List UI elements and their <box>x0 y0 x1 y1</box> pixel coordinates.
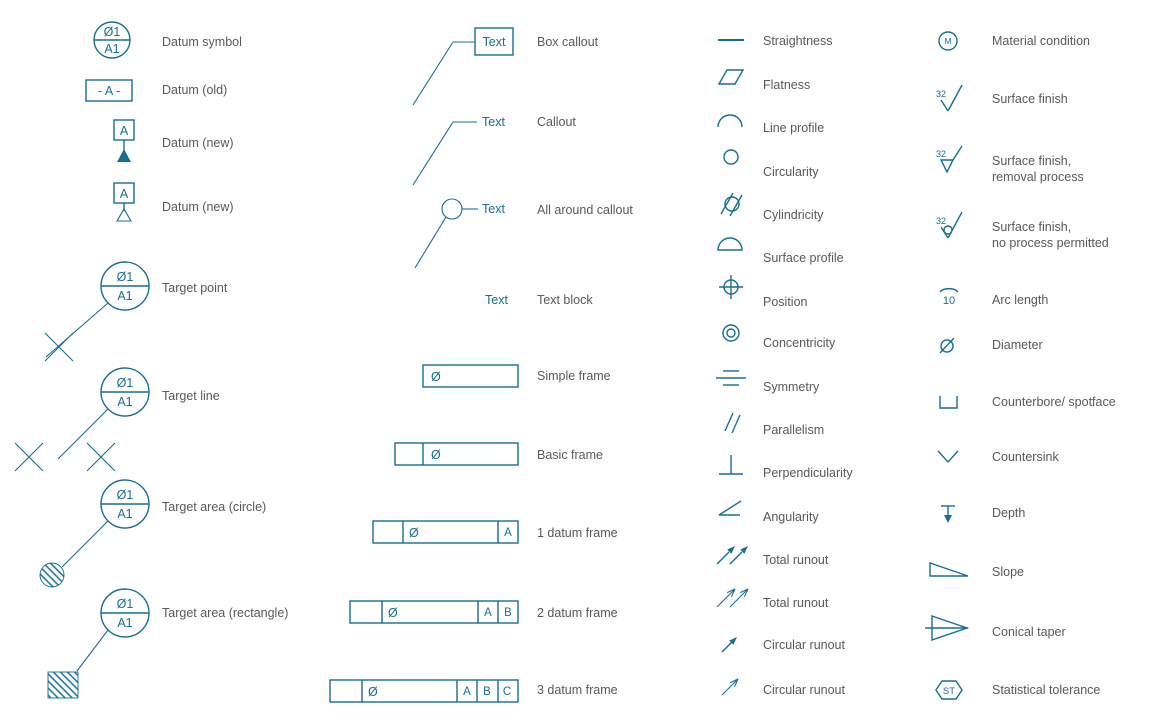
conical-taper-icon <box>925 616 968 640</box>
svg-text:A: A <box>463 686 471 698</box>
svg-text:A1: A1 <box>117 395 133 409</box>
label-basic-frame: Basic frame <box>537 448 603 462</box>
surface-profile-icon <box>718 238 742 250</box>
svg-text:32: 32 <box>935 216 946 226</box>
label-one-datum-frame: 1 datum frame <box>537 526 618 540</box>
svg-text:B: B <box>504 607 512 619</box>
label-surface-finish-removal: Surface finish, removal process <box>992 154 1084 184</box>
surface-finish-icon <box>936 85 962 111</box>
line-profile-icon <box>718 115 742 127</box>
counterbore-icon <box>940 396 957 408</box>
svg-text:A: A <box>119 124 129 138</box>
label-two-datum-frame: 2 datum frame <box>537 606 618 620</box>
datum-symbol-icon <box>94 22 130 58</box>
label-statistical-tolerance: Statistical tolerance <box>992 683 1101 697</box>
label-target-point: Target point <box>162 281 228 295</box>
three-datum-frame-icon <box>330 680 518 702</box>
total-runout-open-icon <box>717 589 748 607</box>
label-arc-length: Arc length <box>992 293 1049 307</box>
label-cylindricity: Cylindricity <box>763 208 824 222</box>
label-circular-runout-2: Circular runout <box>763 683 845 697</box>
svg-text:A1: A1 <box>117 507 133 521</box>
circularity-icon <box>724 150 738 164</box>
label-parallelism: Parallelism <box>763 423 825 437</box>
label-three-datum-frame: 3 datum frame <box>537 683 618 697</box>
label-line-profile: Line profile <box>763 121 825 135</box>
label-flatness: Flatness <box>763 78 811 92</box>
datum-old-icon <box>86 80 132 101</box>
label-symmetry: Symmetry <box>763 380 820 394</box>
svg-text:Text: Text <box>482 115 505 129</box>
arc-length-icon <box>940 289 958 307</box>
label-text-block: Text block <box>537 293 593 307</box>
all-around-callout-icon <box>415 199 505 268</box>
label-callout: Callout <box>537 115 576 129</box>
datum-new-open-icon <box>114 183 134 221</box>
svg-text:M: M <box>944 36 952 46</box>
label-position: Position <box>763 295 808 309</box>
perpendicularity-icon <box>719 455 743 474</box>
label-slope: Slope <box>992 565 1024 579</box>
svg-text:- A -: - A - <box>97 84 121 98</box>
svg-text:Ø1: Ø1 <box>103 25 121 39</box>
material-condition-icon <box>939 32 957 50</box>
svg-text:Text: Text <box>482 35 506 49</box>
svg-text:A: A <box>119 187 129 201</box>
label-target-line: Target line <box>162 389 220 403</box>
cylindricity-icon <box>721 193 742 216</box>
svg-text:32: 32 <box>935 89 946 99</box>
angularity-icon <box>719 501 741 515</box>
label-all-around-callout: All around callout <box>537 203 633 217</box>
datum-new-filled-icon <box>114 120 134 162</box>
svg-text:Text: Text <box>482 202 505 216</box>
svg-text:ST: ST <box>942 686 956 697</box>
svg-text:Text: Text <box>485 293 508 307</box>
svg-text:B: B <box>483 686 491 698</box>
diameter-icon <box>940 338 954 353</box>
label-concentricity: Concentricity <box>763 336 836 350</box>
two-datum-frame-icon <box>350 601 518 623</box>
label-total-runout-1: Total runout <box>763 553 829 567</box>
simple-frame-icon <box>423 365 518 387</box>
circular-runout-filled-icon <box>722 637 737 652</box>
svg-text:C: C <box>502 686 512 698</box>
svg-text:A1: A1 <box>104 42 120 56</box>
slope-icon <box>930 563 968 576</box>
svg-text:Ø1: Ø1 <box>116 488 134 502</box>
label-perpendicularity: Perpendicularity <box>763 466 853 480</box>
surface-finish-removal-icon <box>936 146 962 172</box>
svg-text:10: 10 <box>942 295 956 307</box>
one-datum-frame-icon <box>373 521 518 543</box>
basic-frame-icon <box>395 443 518 465</box>
parallelism-icon <box>725 413 740 433</box>
label-material-condition: Material condition <box>992 34 1090 48</box>
text-block-icon <box>485 293 508 307</box>
svg-text:A1: A1 <box>117 289 133 303</box>
label-total-runout-2: Total runout <box>763 596 829 610</box>
svg-text:Ø: Ø <box>409 526 419 540</box>
target-line-icon <box>15 368 149 471</box>
label-depth: Depth <box>992 506 1026 520</box>
svg-text:Ø: Ø <box>388 606 398 620</box>
label-datum-new-open: Datum (new) <box>162 200 234 214</box>
label-conical-taper: Conical taper <box>992 625 1066 639</box>
target-area-rectangle-icon <box>48 589 149 698</box>
svg-text:Ø: Ø <box>368 685 378 699</box>
surface-finish-no-process-icon <box>936 212 962 238</box>
svg-text:Ø1: Ø1 <box>116 597 134 611</box>
box-callout-icon <box>413 28 513 105</box>
svg-text:A1: A1 <box>117 616 133 630</box>
label-diameter: Diameter <box>992 338 1043 352</box>
statistical-tolerance-icon <box>936 681 962 699</box>
label-surface-finish-no-process: Surface finish, no process permitted <box>992 220 1109 250</box>
symmetry-icon <box>716 371 746 385</box>
flatness-icon <box>719 70 743 84</box>
label-circular-runout-1: Circular runout <box>763 638 845 652</box>
label-countersink: Countersink <box>992 450 1059 464</box>
label-simple-frame: Simple frame <box>537 369 611 383</box>
svg-text:Ø1: Ø1 <box>116 376 134 390</box>
label-datum-old: Datum (old) <box>162 83 228 97</box>
label-surface-finish: Surface finish <box>992 92 1068 106</box>
svg-text:32: 32 <box>935 149 946 159</box>
label-target-area-rectangle: Target area (rectangle) <box>162 606 289 620</box>
depth-icon <box>941 506 955 523</box>
callout-icon <box>413 115 505 185</box>
target-area-circle-icon <box>40 480 149 587</box>
svg-text:Ø1: Ø1 <box>116 270 134 284</box>
label-straightness: Straightness <box>763 34 833 48</box>
concentricity-icon <box>723 325 739 341</box>
label-counterbore: Counterbore/ spotface <box>992 395 1116 409</box>
position-icon <box>719 275 743 299</box>
label-datum-new-filled: Datum (new) <box>162 136 234 150</box>
total-runout-filled-icon <box>717 546 748 564</box>
label-surface-profile: Surface profile <box>763 251 844 265</box>
label-box-callout: Box callout <box>537 35 599 49</box>
label-circularity: Circularity <box>763 165 819 179</box>
target-point-icon <box>45 262 149 361</box>
svg-text:Ø: Ø <box>431 448 441 462</box>
countersink-icon <box>938 451 958 462</box>
label-angularity: Angularity <box>763 510 819 524</box>
label-target-area-circle: Target area (circle) <box>162 500 267 514</box>
label-datum-symbol: Datum symbol <box>162 35 242 49</box>
svg-text:A: A <box>484 607 492 619</box>
svg-text:A: A <box>504 527 512 539</box>
svg-text:Ø: Ø <box>431 370 441 384</box>
circular-runout-open-icon <box>722 679 738 695</box>
